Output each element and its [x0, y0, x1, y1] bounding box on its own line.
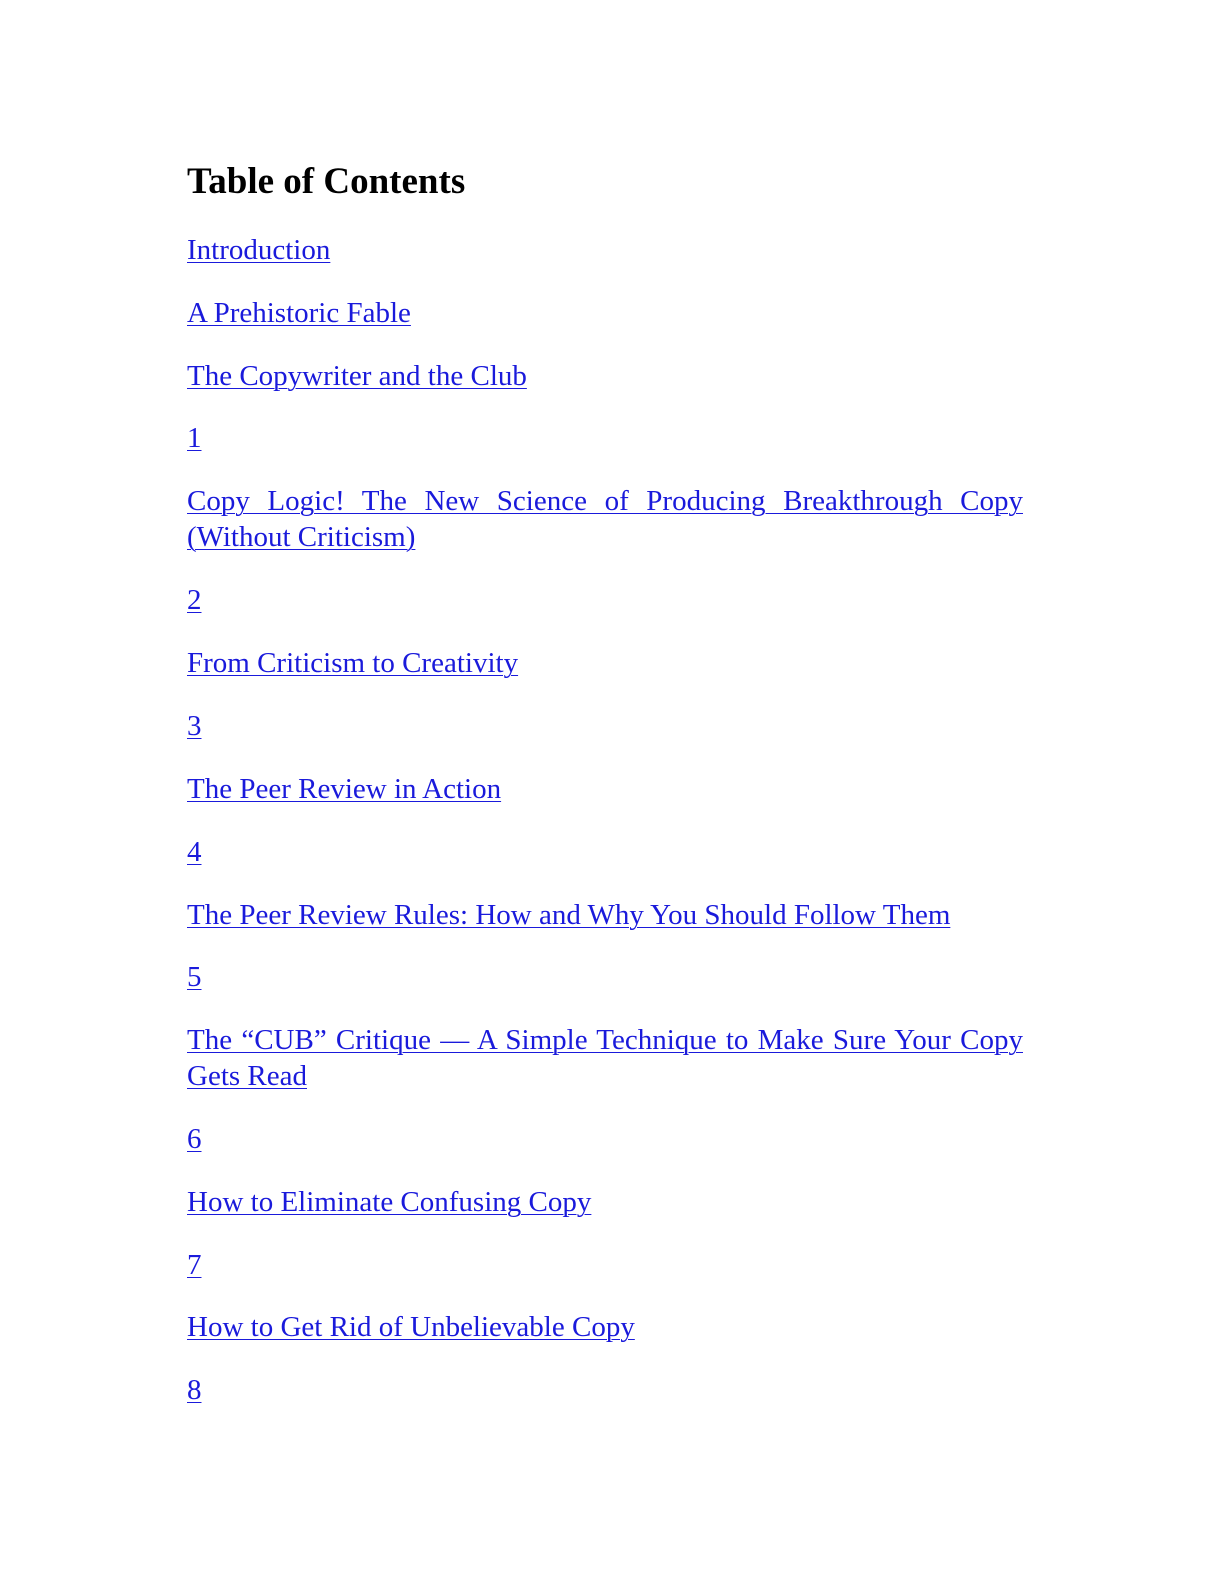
toc-link-chapter-5-number[interactable]: 5 [187, 961, 202, 993]
toc-link-chapter-4-number[interactable]: 4 [187, 836, 202, 868]
toc-link-copywriter-and-club[interactable]: The Copywriter and the Club [187, 360, 527, 392]
toc-link-introduction[interactable]: Introduction [187, 234, 331, 266]
toc-link-chapter-6-number[interactable]: 6 [187, 1123, 202, 1155]
page-title: Table of Contents [187, 161, 466, 202]
toc-link-criticism-to-creativity[interactable]: From Criticism to Creativity [187, 647, 519, 679]
toc-link-peer-review-rules[interactable]: The Peer Review Rules: How and Why You Should Follow Them [187, 899, 951, 931]
toc-link-chapter-8-number[interactable]: 8 [187, 1374, 202, 1406]
toc-link-eliminate-confusing-copy[interactable]: How to Eliminate Confusing Copy [187, 1186, 592, 1218]
document-page [187, 0, 1023, 1584]
toc-link-peer-review-in-action[interactable]: The Peer Review in Action [187, 773, 502, 805]
toc-link-chapter-3-number[interactable]: 3 [187, 710, 202, 742]
toc-link-chapter-2-number[interactable]: 2 [187, 584, 202, 616]
toc-link-cub-critique[interactable]: The “CUB” Critique — A Simple Technique to Make Sure Your Copy Gets Read [187, 1024, 1023, 1092]
toc-link-chapter-1-number[interactable]: 1 [187, 422, 202, 454]
toc-link-chapter-7-number[interactable]: 7 [187, 1249, 202, 1281]
toc-link-copy-logic[interactable]: Copy Logic! The New Science of Producing Breakthrough Copy (Without Criticism) [187, 485, 1023, 553]
toc-link-unbelievable-copy[interactable]: How to Get Rid of Unbelievable Copy [187, 1311, 635, 1343]
toc-link-prehistoric-fable[interactable]: A Prehistoric Fable [187, 297, 411, 329]
